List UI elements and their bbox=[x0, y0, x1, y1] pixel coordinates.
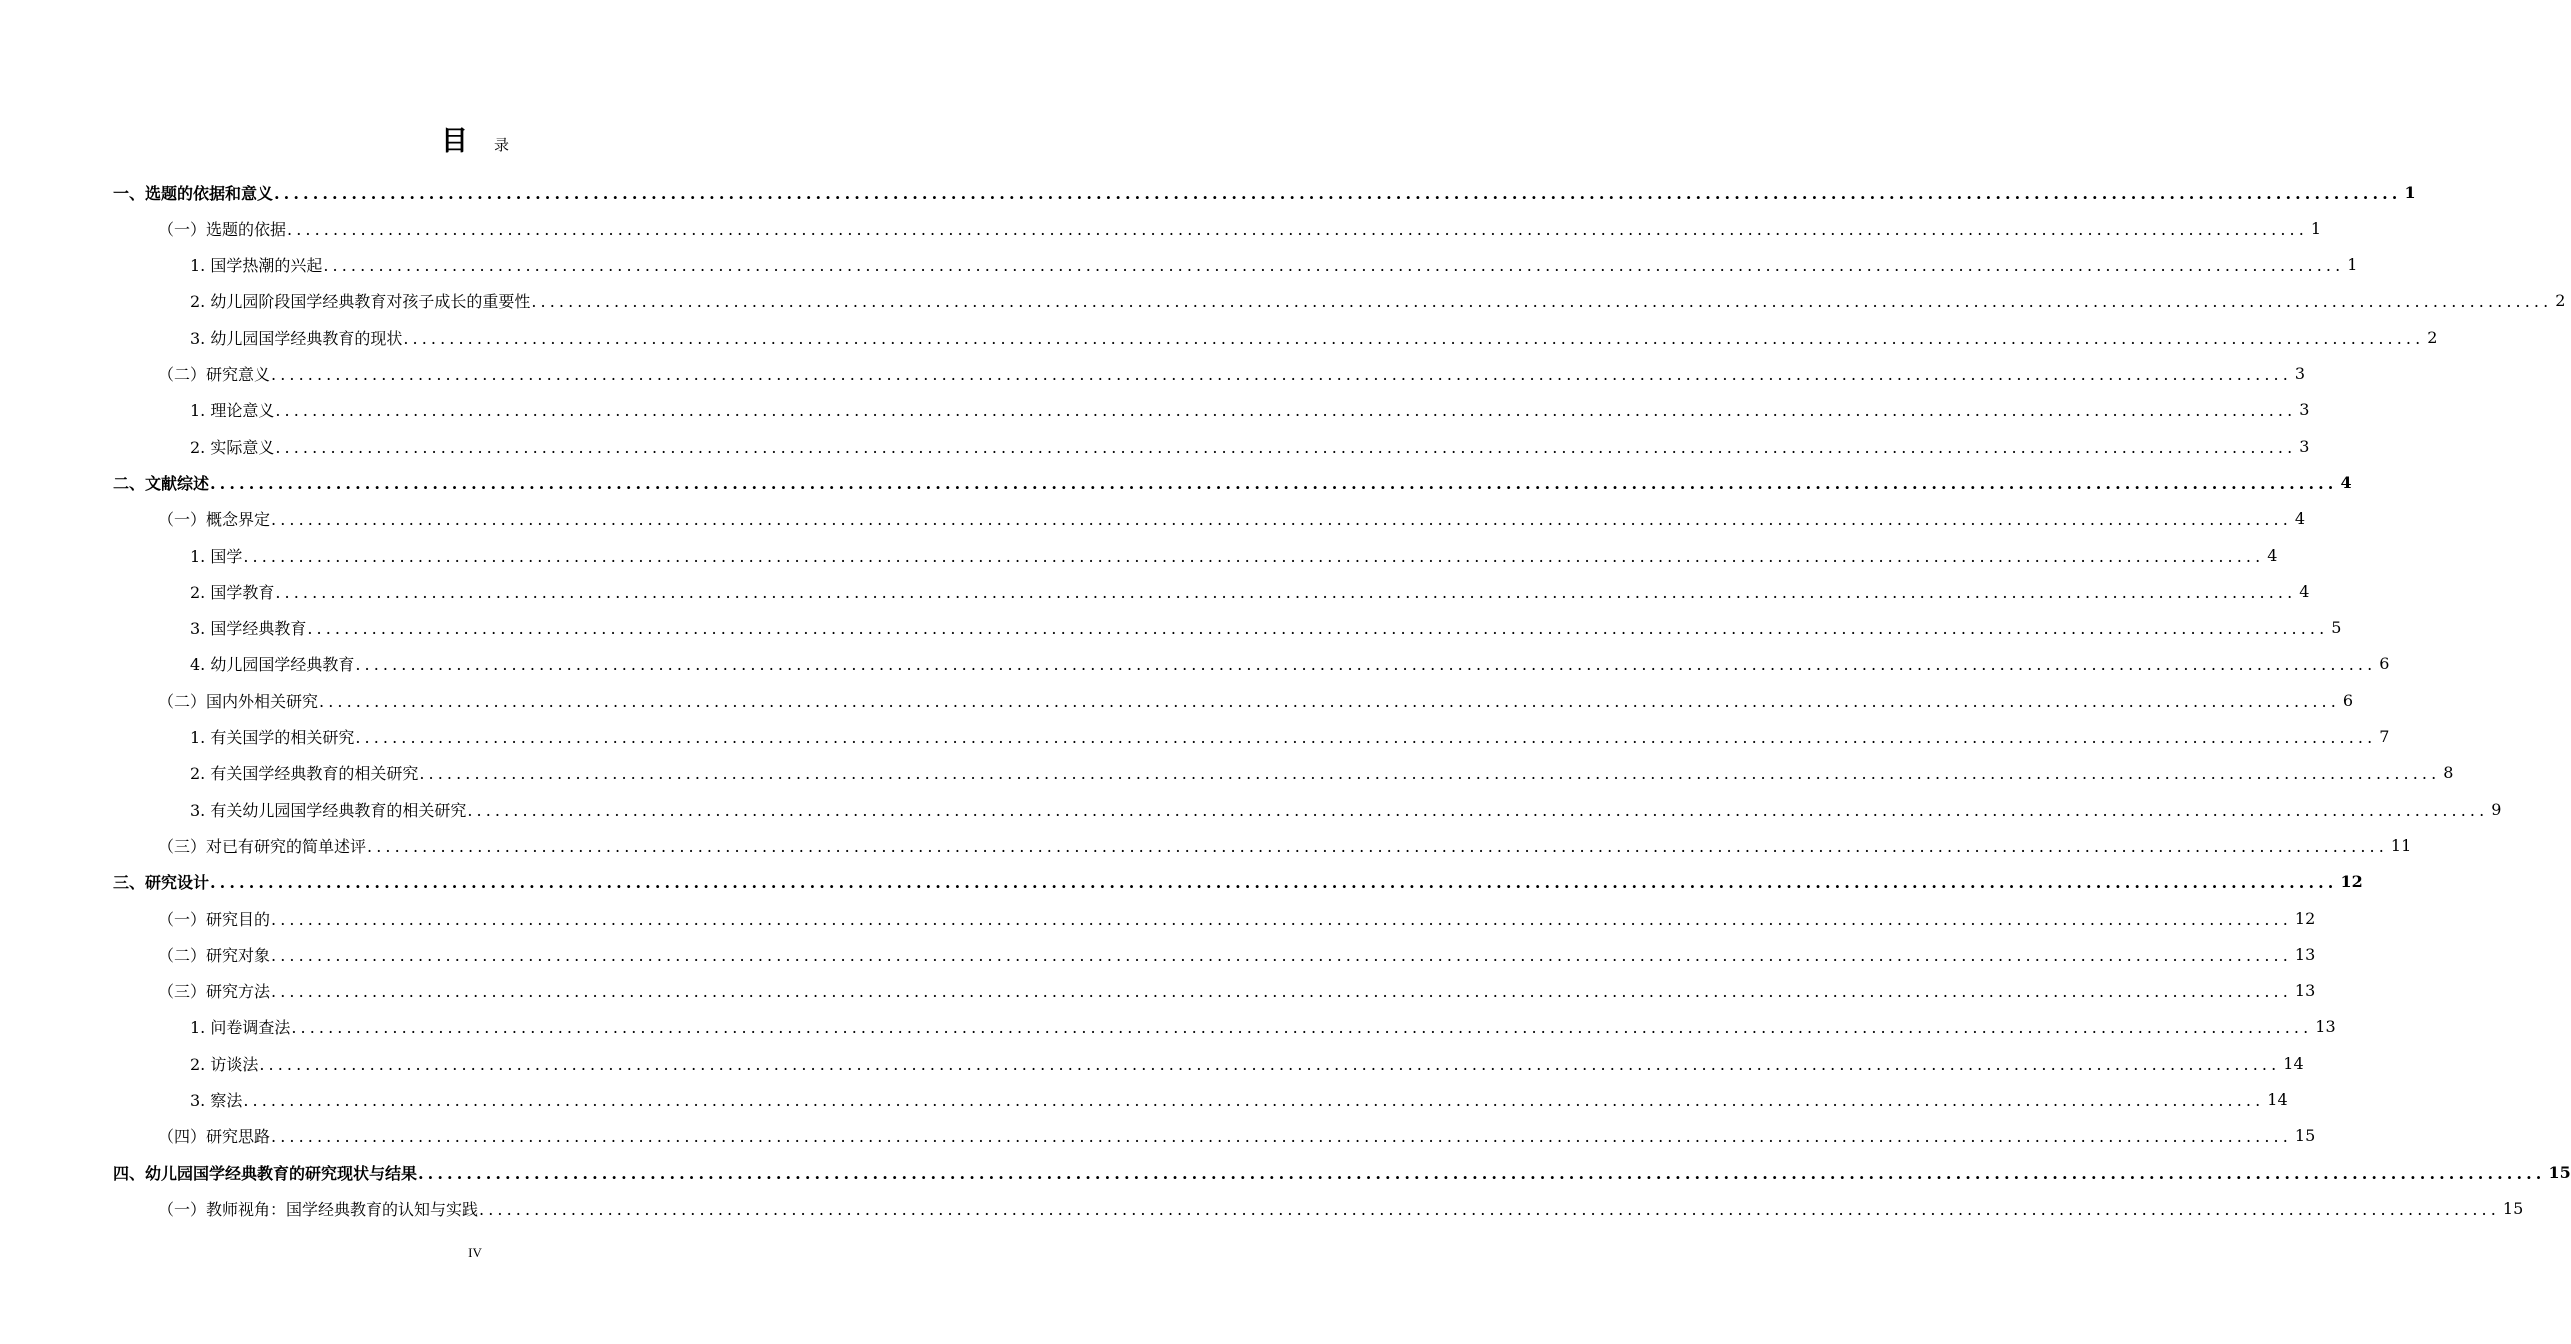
toc-entry-title: 三、研究设计 bbox=[113, 873, 210, 893]
toc-entry[interactable] bbox=[190, 610, 2342, 646]
toc-entry-title: 二、文献综述 bbox=[113, 473, 210, 493]
toc-entry-title: （三）对已有研究的简单述评 bbox=[158, 836, 367, 856]
toc-entry-title: 2. 实际意义 bbox=[190, 437, 275, 457]
toc-entry-page: 1 bbox=[2404, 182, 2416, 202]
toc-entry-page: 2 bbox=[2427, 327, 2438, 347]
dot-leader: ............................................................................................................................................................................................................................ bbox=[274, 183, 2402, 203]
toc-entry-title: （二）研究意义 bbox=[158, 365, 271, 384]
toc-title-main: 目 bbox=[440, 126, 468, 157]
toc-entry-page: 1 bbox=[2347, 255, 2358, 275]
toc-entry-title: 2. 有关国学经典教育的相关研究 bbox=[190, 764, 419, 784]
toc-entry-title: （一）教师视角：国学经典教育的认知与实践 bbox=[158, 1199, 479, 1219]
toc-entry-page: 3 bbox=[2299, 400, 2310, 420]
toc-entry[interactable] bbox=[113, 174, 2416, 210]
dot-leader: ............................................................................................................................................................................................................................ bbox=[287, 219, 2308, 239]
toc-entry-page: 2 bbox=[2555, 291, 2566, 311]
dot-leader: ............................................................................................................................................................................................................................ bbox=[355, 655, 2377, 675]
toc-entry-title: 2. 国学教育 bbox=[190, 582, 275, 602]
dot-leader: ............................................................................................................................................................................................................................ bbox=[367, 836, 2388, 856]
toc-entry-title: （四）研究思路 bbox=[158, 1127, 271, 1147]
dot-leader: ............................................................................................................................................................................................................................ bbox=[271, 982, 2292, 1002]
toc-title bbox=[0, 122, 950, 165]
toc-entry-title: 3. 察法 bbox=[190, 1091, 243, 1110]
toc-entry[interactable] bbox=[190, 537, 2278, 573]
toc-entry[interactable] bbox=[113, 1154, 2571, 1190]
toc-entry[interactable] bbox=[158, 682, 2354, 718]
toc-entry[interactable] bbox=[190, 247, 2358, 283]
toc-entry[interactable] bbox=[190, 392, 2310, 428]
toc-entry-page: 1 bbox=[2310, 218, 2322, 238]
toc-entry-title: 1. 有关国学的相关研究 bbox=[190, 728, 355, 747]
dot-leader: ............................................................................................................................................................................................................................ bbox=[275, 401, 2297, 421]
toc-entry-page: 8 bbox=[2443, 763, 2454, 783]
toc-entry-page: 12 bbox=[2294, 908, 2316, 928]
toc-entry[interactable] bbox=[190, 319, 2438, 355]
toc-entry[interactable] bbox=[190, 428, 2310, 464]
toc-entry[interactable] bbox=[190, 719, 2390, 755]
dot-leader: ............................................................................................................................................................................................................................ bbox=[271, 909, 2292, 929]
toc-entry[interactable] bbox=[158, 973, 2316, 1009]
dot-leader: ............................................................................................................................................................................................................................ bbox=[467, 800, 2489, 820]
toc-entry[interactable] bbox=[158, 1118, 2316, 1154]
toc-entry-title: 四、幼儿园国学经典教育的研究现状与结果 bbox=[113, 1163, 418, 1183]
toc-entry[interactable] bbox=[113, 864, 2363, 900]
dot-leader: ............................................................................................................................................................................................................................ bbox=[291, 1018, 2313, 1038]
dot-leader: ............................................................................................................................................................................................................................ bbox=[418, 1163, 2546, 1183]
toc-entry[interactable] bbox=[158, 936, 2316, 972]
dot-leader: ............................................................................................................................................................................................................................ bbox=[403, 328, 2425, 348]
toc-entry-title: （三）研究方法 bbox=[158, 982, 271, 1002]
toc-entry-title: 2. 访谈法 bbox=[190, 1054, 259, 1074]
dot-leader: ............................................................................................................................................................................................................................ bbox=[210, 873, 2338, 893]
dot-leader: ............................................................................................................................................................................................................................ bbox=[531, 292, 2553, 312]
dot-leader: ............................................................................................................................................................................................................................ bbox=[243, 1091, 2265, 1110]
dot-leader: ............................................................................................................................................................................................................................ bbox=[419, 764, 2441, 784]
toc-entry-page: 15 bbox=[2502, 1198, 2524, 1218]
dot-leader: ............................................................................................................................................................................................................................ bbox=[479, 1199, 2500, 1219]
dot-leader: ............................................................................................................................................................................................................................ bbox=[259, 1054, 2281, 1074]
dot-leader: ............................................................................................................................................................................................................................ bbox=[271, 365, 2292, 384]
dot-leader: ............................................................................................................................................................................................................................ bbox=[275, 437, 2297, 457]
dot-leader: ............................................................................................................................................................................................................................ bbox=[355, 728, 2377, 747]
dot-leader: ............................................................................................................................................................................................................................ bbox=[271, 945, 2292, 965]
toc-entry[interactable] bbox=[113, 464, 2352, 500]
dot-leader: ............................................................................................................................................................................................................................ bbox=[271, 510, 2292, 530]
dot-leader: ............................................................................................................................................................................................................................ bbox=[271, 1127, 2292, 1147]
toc-entry[interactable] bbox=[190, 1082, 2288, 1118]
toc-entry-page: 3 bbox=[2294, 364, 2306, 383]
toc-entry-title: （二）国内外相关研究 bbox=[158, 691, 319, 711]
toc-entry-title: （一）概念界定 bbox=[158, 510, 271, 530]
toc-entry-page: 4 bbox=[2299, 581, 2310, 601]
toc-entry-page: 15 bbox=[2548, 1162, 2571, 1182]
toc-entry[interactable] bbox=[158, 1190, 2524, 1226]
toc-entry-title: 4. 幼儿园国学经典教育 bbox=[190, 655, 355, 675]
toc-entry-page: 11 bbox=[2390, 835, 2412, 855]
toc-entry-title: 1. 理论意义 bbox=[190, 401, 275, 421]
dot-leader: ............................................................................................................................................................................................................................ bbox=[319, 691, 2340, 711]
toc-entry-page: 3 bbox=[2299, 436, 2310, 456]
toc-entry-title: 1. 问卷调查法 bbox=[190, 1018, 291, 1038]
toc-entry-page: 12 bbox=[2340, 872, 2363, 892]
dot-leader: ............................................................................................................................................................................................................................ bbox=[275, 582, 2297, 602]
page-number: IV bbox=[468, 1245, 482, 1260]
toc-entry[interactable] bbox=[190, 1009, 2336, 1045]
toc-entry[interactable] bbox=[190, 646, 2390, 682]
toc-entry[interactable] bbox=[158, 827, 2412, 863]
toc-entry-page: 5 bbox=[2331, 618, 2342, 638]
toc-entry-title: （一）选题的依据 bbox=[158, 219, 287, 239]
toc-entry[interactable] bbox=[158, 356, 2306, 392]
toc-entry-title: （一）研究目的 bbox=[158, 909, 271, 929]
toc-entry-page: 15 bbox=[2294, 1126, 2316, 1146]
toc-entry[interactable] bbox=[190, 283, 2566, 319]
toc-entry-page: 4 bbox=[2294, 509, 2306, 529]
toc-entry-page: 13 bbox=[2315, 1017, 2336, 1037]
toc-entry-title: 3. 有关幼儿园国学经典教育的相关研究 bbox=[190, 800, 467, 820]
dot-leader: ............................................................................................................................................................................................................................ bbox=[243, 546, 2265, 566]
toc-entry-title: 一、选题的依据和意义 bbox=[113, 183, 274, 203]
dot-leader: ............................................................................................................................................................................................................................ bbox=[307, 619, 2329, 639]
toc-entry-title: 1. 国学热潮的兴起 bbox=[190, 256, 323, 276]
dot-leader: ............................................................................................................................................................................................................................ bbox=[323, 256, 2345, 276]
toc-entry-page: 6 bbox=[2379, 654, 2390, 674]
toc-entry[interactable] bbox=[190, 791, 2502, 827]
toc-entry-title: （二）研究对象 bbox=[158, 945, 271, 965]
toc-entry-page: 14 bbox=[2283, 1053, 2304, 1073]
toc-entry-page: 6 bbox=[2342, 690, 2354, 710]
toc-entry-page: 4 bbox=[2340, 472, 2352, 492]
toc-entry-page: 7 bbox=[2379, 727, 2390, 746]
toc-entry-page: 4 bbox=[2267, 545, 2278, 565]
toc-entry-title: 1. 国学 bbox=[190, 546, 243, 566]
toc-entry[interactable] bbox=[190, 573, 2310, 609]
toc-title-sub: 录 bbox=[493, 136, 509, 154]
toc-entry-title: 3. 幼儿园国学经典教育的现状 bbox=[190, 328, 403, 348]
toc-entry[interactable] bbox=[190, 755, 2454, 791]
toc-entry[interactable] bbox=[158, 210, 2322, 246]
toc-entry-page: 13 bbox=[2294, 981, 2316, 1001]
dot-leader: ............................................................................................................................................................................................................................ bbox=[210, 473, 2338, 493]
toc-entry[interactable] bbox=[158, 900, 2316, 936]
toc-entry-title: 2. 幼儿园阶段国学经典教育对孩子成长的重要性 bbox=[190, 292, 531, 312]
toc-entry[interactable] bbox=[190, 1045, 2304, 1081]
toc-entry[interactable] bbox=[158, 501, 2306, 537]
toc-entry-page: 9 bbox=[2491, 799, 2502, 819]
toc-entry-page: 14 bbox=[2267, 1090, 2288, 1109]
toc-entry-page: 13 bbox=[2294, 944, 2316, 964]
toc-entry-title: 3. 国学经典教育 bbox=[190, 619, 307, 639]
